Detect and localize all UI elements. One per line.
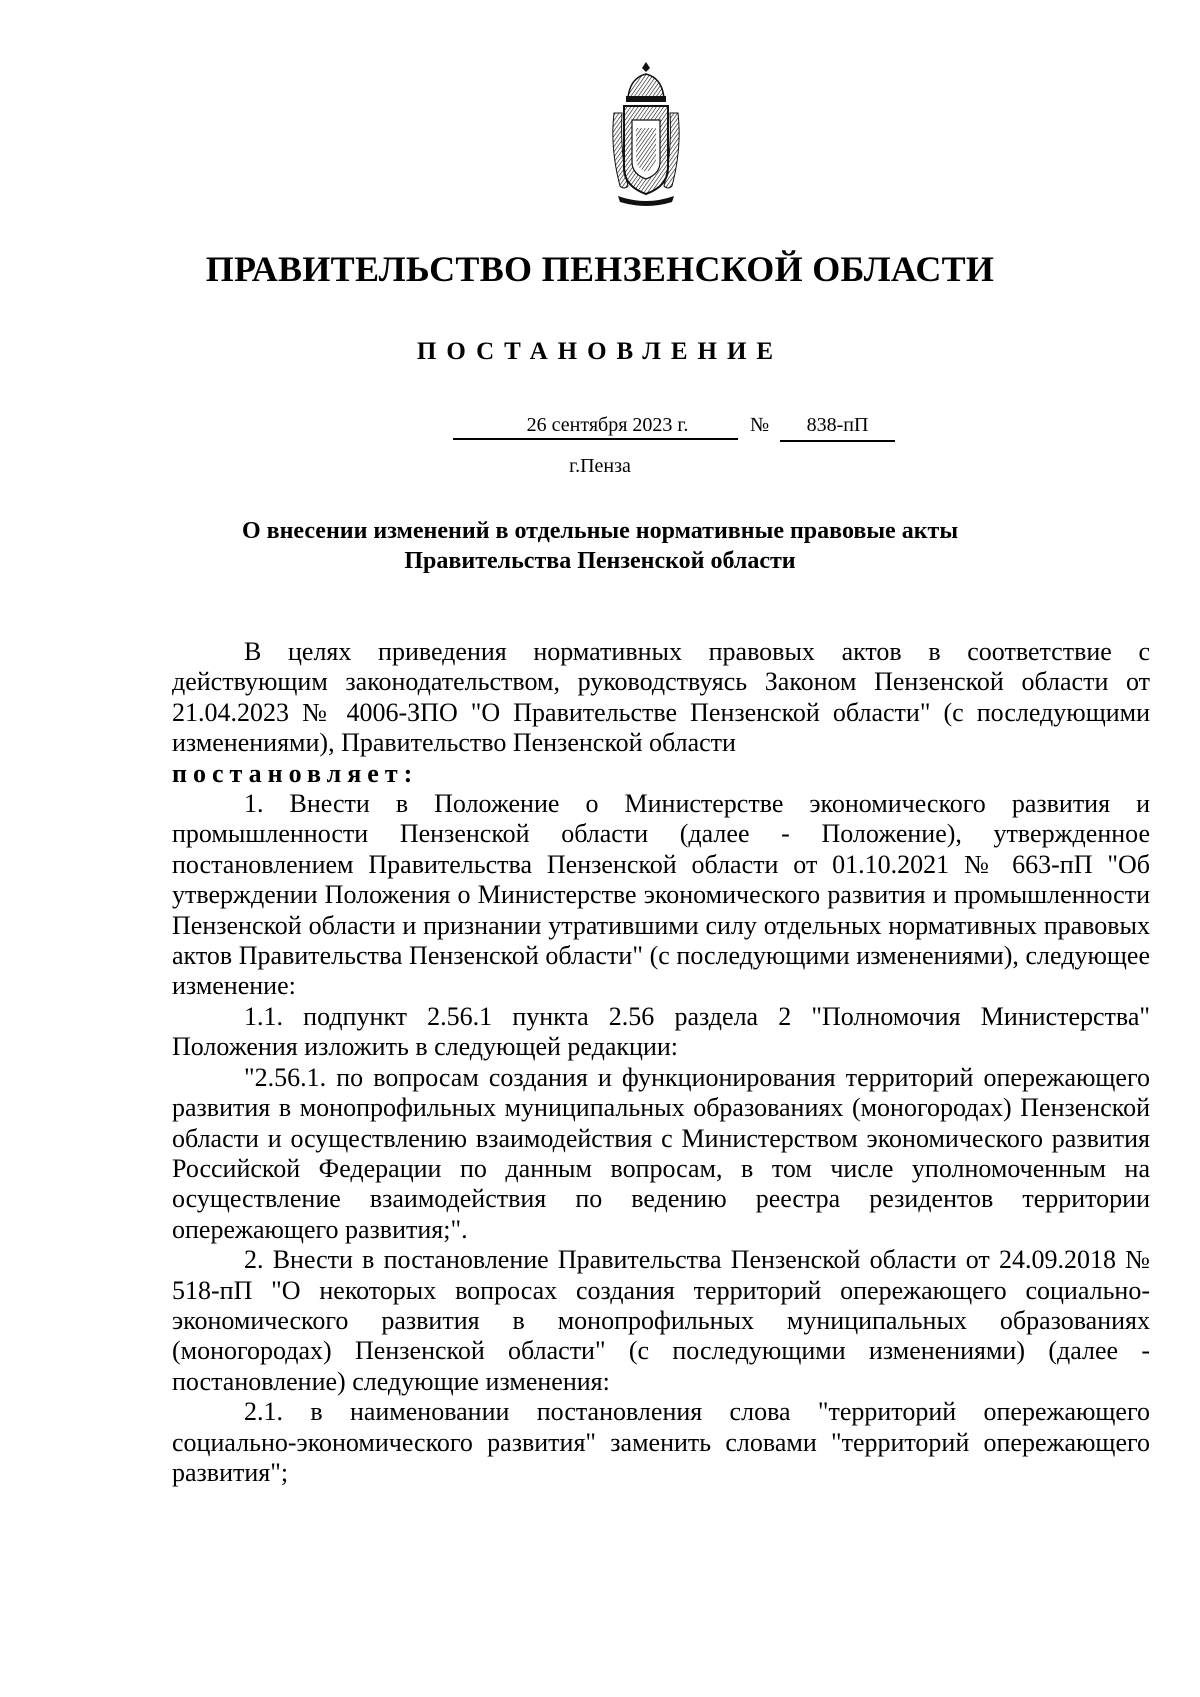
number-sign: № xyxy=(750,414,770,436)
document-subject xyxy=(0,516,1200,576)
paragraph-1-1-text: "2.56.1. по вопросам создания и функционирования территорий опережающего развития в монопрофильных муниципальных образованиях (моногородах) Пензенской области и осуществлению взаимодействия с Министерством экономического развития Российской Федерации по данным вопросам, в том числе уполномоченным на осуществление взаимодействия по ведению реестра резидентов территории опережающего развития;". xyxy=(172,1062,1150,1244)
document-type-heading: ПОСТАНОВЛЕНИЕ xyxy=(416,338,784,365)
subject-line-1: О внесении изменений в отдельные нормативные правовые акты xyxy=(241,518,959,544)
document-number: 838-пП xyxy=(780,410,895,442)
subject-line-2: Правительства Пензенской области xyxy=(404,548,796,574)
coat-of-arms-emblem xyxy=(606,58,686,208)
document-body xyxy=(172,637,1150,1488)
resolves-word: постановляет: xyxy=(172,758,419,788)
paragraph-2-1: 2.1. в наименовании постановления слова "территорий опережающего социально-экономического развития" заменить словами "территорий опережающего развития"; xyxy=(172,1397,1150,1487)
preamble-paragraph: В целях приведения нормативных правовых актов в соответствие с действующим законодательством, руководствуясь Законом Пензенской области от 21.04.2023 № 4006-ЗПО "О Правительстве Пензенской области" (с последующими изменениями), Правительство Пензенской области xyxy=(172,637,1150,758)
city-of-issue: г.Пенза xyxy=(569,455,631,477)
date-number-row xyxy=(0,410,1200,444)
paragraph-1: 1. Внести в Положение о Министерстве экономического развития и промышленности Пензенской области (далее - Положение), утвержденное постановлением Правительства Пензенской области от 01.10.2021 № 663-пП "Об утверждении Положения о Министерстве экономического развития и промышленности Пензенской области и признании утратившими силу отдельных нормативных правовых актов Правительства Пензенской области" (с последующими изменениями), следующее изменение: xyxy=(172,789,1150,1001)
government-title: ПРАВИТЕЛЬСТВО ПЕНЗЕНСКОЙ ОБЛАСТИ xyxy=(205,249,995,289)
paragraph-1-1: 1.1. подпункт 2.56.1 пункта 2.56 раздела 2 "Полномочия Министерства" Положения изложить в следующей редакции: xyxy=(172,1001,1150,1062)
document-date: 26 сентября 2023 г. xyxy=(453,410,738,440)
paragraph-2: 2. Внести в постановление Правительства Пензенской области от 24.09.2018 № 518-пП "О некоторых вопросах создания территорий опережающего социально-экономического развития в монопрофильных муниципальных образованиях (моногородах) Пензенской области" (с последующими изменениями) (далее - постановление) следующие изменения: xyxy=(172,1245,1150,1396)
resolves-clause xyxy=(172,759,1150,789)
